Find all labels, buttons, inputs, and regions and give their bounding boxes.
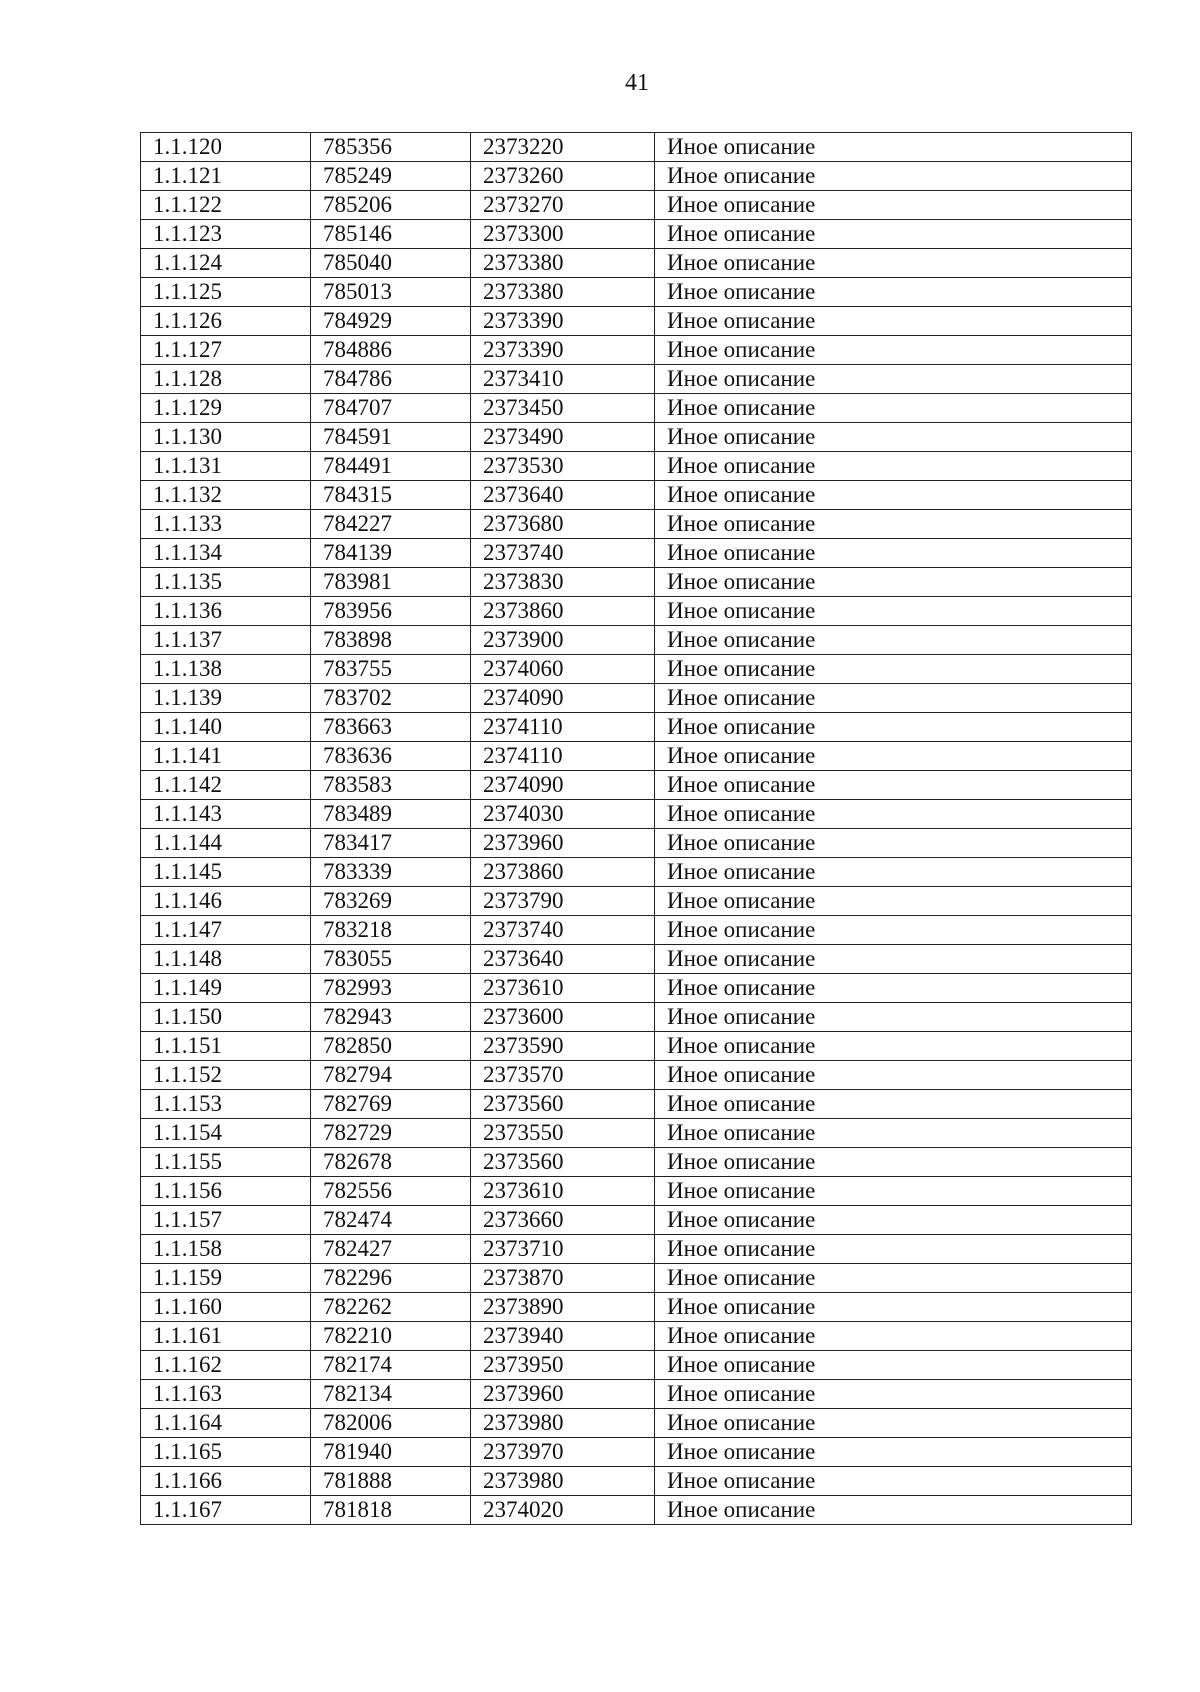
x-coordinate-cell: 782174 [311,1351,471,1380]
point-number-cell: 1.1.139 [141,684,311,713]
x-coordinate-cell: 782474 [311,1206,471,1235]
y-coordinate-cell: 2373660 [471,1206,655,1235]
x-coordinate-cell: 784227 [311,510,471,539]
description-cell: Иное описание [655,1380,1132,1409]
point-number-cell: 1.1.142 [141,771,311,800]
table-row [141,1264,1132,1293]
description-cell: Иное описание [655,1351,1132,1380]
table-row [141,858,1132,887]
description-cell: Иное описание [655,1235,1132,1264]
table-row [141,945,1132,974]
x-coordinate-cell: 783981 [311,568,471,597]
point-number-cell: 1.1.121 [141,162,311,191]
description-cell: Иное описание [655,539,1132,568]
y-coordinate-cell: 2373940 [471,1322,655,1351]
point-number-cell: 1.1.150 [141,1003,311,1032]
y-coordinate-cell: 2373390 [471,307,655,336]
description-cell: Иное описание [655,1264,1132,1293]
point-number-cell: 1.1.138 [141,655,311,684]
y-coordinate-cell: 2374030 [471,800,655,829]
table-row [141,307,1132,336]
table-row [141,249,1132,278]
table-row [141,452,1132,481]
x-coordinate-cell: 785356 [311,133,471,162]
table-row [141,1061,1132,1090]
y-coordinate-cell: 2373530 [471,452,655,481]
y-coordinate-cell: 2373960 [471,829,655,858]
description-cell: Иное описание [655,220,1132,249]
x-coordinate-cell: 785206 [311,191,471,220]
table-row [141,568,1132,597]
description-cell: Иное описание [655,742,1132,771]
description-cell: Иное описание [655,1061,1132,1090]
description-cell: Иное описание [655,336,1132,365]
point-number-cell: 1.1.148 [141,945,311,974]
point-number-cell: 1.1.167 [141,1496,311,1525]
table-row [141,539,1132,568]
y-coordinate-cell: 2373390 [471,336,655,365]
point-number-cell: 1.1.134 [141,539,311,568]
point-number-cell: 1.1.135 [141,568,311,597]
table-row [141,597,1132,626]
description-cell: Иное описание [655,365,1132,394]
x-coordinate-cell: 783417 [311,829,471,858]
point-number-cell: 1.1.128 [141,365,311,394]
y-coordinate-cell: 2373680 [471,510,655,539]
x-coordinate-cell: 781888 [311,1467,471,1496]
table-row [141,684,1132,713]
point-number-cell: 1.1.144 [141,829,311,858]
table-row [141,336,1132,365]
description-cell: Иное описание [655,1090,1132,1119]
y-coordinate-cell: 2374110 [471,742,655,771]
table-row [141,162,1132,191]
table-row [141,220,1132,249]
point-number-cell: 1.1.123 [141,220,311,249]
table-row [141,1293,1132,1322]
x-coordinate-cell: 782134 [311,1380,471,1409]
point-number-cell: 1.1.160 [141,1293,311,1322]
point-number-cell: 1.1.161 [141,1322,311,1351]
description-cell: Иное описание [655,713,1132,742]
description-cell: Иное описание [655,858,1132,887]
x-coordinate-cell: 783339 [311,858,471,887]
point-number-cell: 1.1.152 [141,1061,311,1090]
x-coordinate-cell: 783269 [311,887,471,916]
point-number-cell: 1.1.165 [141,1438,311,1467]
description-cell: Иное описание [655,626,1132,655]
table-row [141,394,1132,423]
x-coordinate-cell: 783489 [311,800,471,829]
table-row [141,1322,1132,1351]
x-coordinate-cell: 783956 [311,597,471,626]
page-number: 41 [625,70,649,96]
table-row [141,1438,1132,1467]
y-coordinate-cell: 2373740 [471,539,655,568]
point-number-cell: 1.1.154 [141,1119,311,1148]
description-cell: Иное описание [655,1496,1132,1525]
point-number-cell: 1.1.143 [141,800,311,829]
description-cell: Иное описание [655,568,1132,597]
table-row [141,742,1132,771]
point-number-cell: 1.1.126 [141,307,311,336]
y-coordinate-cell: 2373600 [471,1003,655,1032]
description-cell: Иное описание [655,887,1132,916]
x-coordinate-cell: 782729 [311,1119,471,1148]
point-number-cell: 1.1.149 [141,974,311,1003]
x-coordinate-cell: 784315 [311,481,471,510]
y-coordinate-cell: 2373830 [471,568,655,597]
x-coordinate-cell: 785146 [311,220,471,249]
x-coordinate-cell: 784591 [311,423,471,452]
x-coordinate-cell: 783636 [311,742,471,771]
description-cell: Иное описание [655,1206,1132,1235]
point-number-cell: 1.1.151 [141,1032,311,1061]
y-coordinate-cell: 2373570 [471,1061,655,1090]
table-row [141,1409,1132,1438]
description-cell: Иное описание [655,278,1132,307]
table-row [141,481,1132,510]
point-number-cell: 1.1.141 [141,742,311,771]
description-cell: Иное описание [655,1467,1132,1496]
y-coordinate-cell: 2373980 [471,1467,655,1496]
point-number-cell: 1.1.147 [141,916,311,945]
y-coordinate-cell: 2373610 [471,974,655,1003]
table-row [141,133,1132,162]
y-coordinate-cell: 2373260 [471,162,655,191]
table-row [141,1496,1132,1525]
table-row [141,800,1132,829]
table-row [141,974,1132,1003]
y-coordinate-cell: 2373970 [471,1438,655,1467]
table-row [141,1177,1132,1206]
description-cell: Иное описание [655,800,1132,829]
point-number-cell: 1.1.133 [141,510,311,539]
x-coordinate-cell: 782943 [311,1003,471,1032]
table-row [141,1467,1132,1496]
x-coordinate-cell: 785040 [311,249,471,278]
point-number-cell: 1.1.122 [141,191,311,220]
x-coordinate-cell: 782993 [311,974,471,1003]
table-row [141,916,1132,945]
table-row [141,1090,1132,1119]
point-number-cell: 1.1.131 [141,452,311,481]
y-coordinate-cell: 2373860 [471,597,655,626]
y-coordinate-cell: 2373300 [471,220,655,249]
x-coordinate-cell: 783755 [311,655,471,684]
description-cell: Иное описание [655,1322,1132,1351]
point-number-cell: 1.1.137 [141,626,311,655]
point-number-cell: 1.1.156 [141,1177,311,1206]
y-coordinate-cell: 2373220 [471,133,655,162]
table-row [141,1206,1132,1235]
table-row [141,1032,1132,1061]
x-coordinate-cell: 782296 [311,1264,471,1293]
table-row [141,887,1132,916]
y-coordinate-cell: 2373380 [471,278,655,307]
table-row [141,1351,1132,1380]
table-row [141,1380,1132,1409]
table-row [141,1235,1132,1264]
y-coordinate-cell: 2373640 [471,945,655,974]
x-coordinate-cell: 785013 [311,278,471,307]
x-coordinate-cell: 784707 [311,394,471,423]
x-coordinate-cell: 783702 [311,684,471,713]
y-coordinate-cell: 2373860 [471,858,655,887]
description-cell: Иное описание [655,1409,1132,1438]
x-coordinate-cell: 783583 [311,771,471,800]
description-cell: Иное описание [655,1148,1132,1177]
point-number-cell: 1.1.129 [141,394,311,423]
description-cell: Иное описание [655,423,1132,452]
table-row [141,1003,1132,1032]
table-row [141,278,1132,307]
point-number-cell: 1.1.132 [141,481,311,510]
x-coordinate-cell: 783663 [311,713,471,742]
y-coordinate-cell: 2374110 [471,713,655,742]
description-cell: Иное описание [655,1438,1132,1467]
point-number-cell: 1.1.155 [141,1148,311,1177]
point-number-cell: 1.1.136 [141,597,311,626]
x-coordinate-cell: 783898 [311,626,471,655]
description-cell: Иное описание [655,1032,1132,1061]
x-coordinate-cell: 783218 [311,916,471,945]
point-number-cell: 1.1.127 [141,336,311,365]
table-row [141,423,1132,452]
x-coordinate-cell: 783055 [311,945,471,974]
description-cell: Иное описание [655,974,1132,1003]
point-number-cell: 1.1.153 [141,1090,311,1119]
description-cell: Иное описание [655,945,1132,974]
x-coordinate-cell: 784929 [311,307,471,336]
description-cell: Иное описание [655,1293,1132,1322]
description-cell: Иное описание [655,1003,1132,1032]
point-number-cell: 1.1.124 [141,249,311,278]
y-coordinate-cell: 2373270 [471,191,655,220]
y-coordinate-cell: 2373900 [471,626,655,655]
point-number-cell: 1.1.146 [141,887,311,916]
point-number-cell: 1.1.130 [141,423,311,452]
table-row [141,510,1132,539]
description-cell: Иное описание [655,307,1132,336]
y-coordinate-cell: 2373950 [471,1351,655,1380]
x-coordinate-cell: 782794 [311,1061,471,1090]
point-number-cell: 1.1.120 [141,133,311,162]
y-coordinate-cell: 2373710 [471,1235,655,1264]
x-coordinate-cell: 782427 [311,1235,471,1264]
y-coordinate-cell: 2373890 [471,1293,655,1322]
point-number-cell: 1.1.164 [141,1409,311,1438]
y-coordinate-cell: 2374090 [471,771,655,800]
description-cell: Иное описание [655,829,1132,858]
y-coordinate-cell: 2374090 [471,684,655,713]
description-cell: Иное описание [655,916,1132,945]
x-coordinate-cell: 782678 [311,1148,471,1177]
y-coordinate-cell: 2373790 [471,887,655,916]
table-row [141,626,1132,655]
y-coordinate-cell: 2373490 [471,423,655,452]
y-coordinate-cell: 2373640 [471,481,655,510]
point-number-cell: 1.1.125 [141,278,311,307]
table-row [141,655,1132,684]
table-row [141,1148,1132,1177]
point-number-cell: 1.1.158 [141,1235,311,1264]
table-row [141,1119,1132,1148]
point-number-cell: 1.1.166 [141,1467,311,1496]
x-coordinate-cell: 784139 [311,539,471,568]
description-cell: Иное описание [655,452,1132,481]
table-row [141,771,1132,800]
description-cell: Иное описание [655,162,1132,191]
table-row [141,365,1132,394]
y-coordinate-cell: 2373610 [471,1177,655,1206]
x-coordinate-cell: 784886 [311,336,471,365]
point-number-cell: 1.1.159 [141,1264,311,1293]
y-coordinate-cell: 2373980 [471,1409,655,1438]
x-coordinate-cell: 782556 [311,1177,471,1206]
x-coordinate-cell: 782850 [311,1032,471,1061]
x-coordinate-cell: 782210 [311,1322,471,1351]
x-coordinate-cell: 784786 [311,365,471,394]
y-coordinate-cell: 2373960 [471,1380,655,1409]
y-coordinate-cell: 2373590 [471,1032,655,1061]
x-coordinate-cell: 782262 [311,1293,471,1322]
description-cell: Иное описание [655,481,1132,510]
point-number-cell: 1.1.162 [141,1351,311,1380]
description-cell: Иное описание [655,1119,1132,1148]
x-coordinate-cell: 785249 [311,162,471,191]
table-body [141,133,1132,1525]
x-coordinate-cell: 782006 [311,1409,471,1438]
description-cell: Иное описание [655,1177,1132,1206]
x-coordinate-cell: 781818 [311,1496,471,1525]
description-cell: Иное описание [655,771,1132,800]
table-row [141,829,1132,858]
description-cell: Иное описание [655,684,1132,713]
y-coordinate-cell: 2373870 [471,1264,655,1293]
point-number-cell: 1.1.145 [141,858,311,887]
description-cell: Иное описание [655,597,1132,626]
y-coordinate-cell: 2373450 [471,394,655,423]
x-coordinate-cell: 784491 [311,452,471,481]
x-coordinate-cell: 782769 [311,1090,471,1119]
y-coordinate-cell: 2373560 [471,1090,655,1119]
y-coordinate-cell: 2373740 [471,916,655,945]
description-cell: Иное описание [655,133,1132,162]
description-cell: Иное описание [655,655,1132,684]
coordinates-table [140,132,1132,1525]
y-coordinate-cell: 2373560 [471,1148,655,1177]
x-coordinate-cell: 781940 [311,1438,471,1467]
description-cell: Иное описание [655,249,1132,278]
y-coordinate-cell: 2373410 [471,365,655,394]
description-cell: Иное описание [655,191,1132,220]
point-number-cell: 1.1.157 [141,1206,311,1235]
point-number-cell: 1.1.163 [141,1380,311,1409]
y-coordinate-cell: 2373550 [471,1119,655,1148]
point-number-cell: 1.1.140 [141,713,311,742]
table-row [141,191,1132,220]
y-coordinate-cell: 2374060 [471,655,655,684]
table-row [141,713,1132,742]
description-cell: Иное описание [655,394,1132,423]
description-cell: Иное описание [655,510,1132,539]
y-coordinate-cell: 2374020 [471,1496,655,1525]
y-coordinate-cell: 2373380 [471,249,655,278]
